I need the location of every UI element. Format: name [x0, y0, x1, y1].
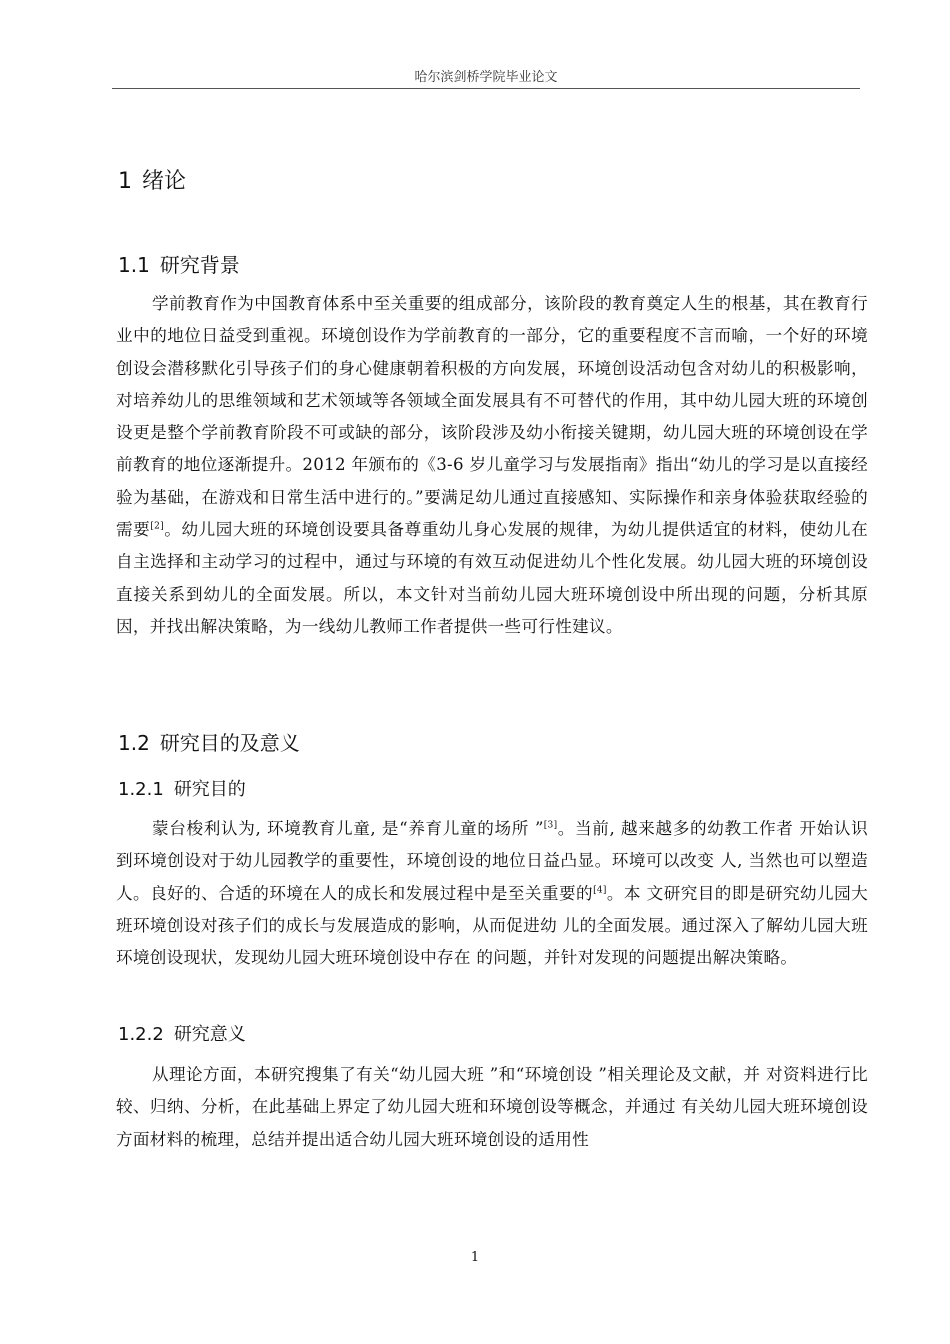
subsection-number: 1.2.1 — [118, 779, 164, 800]
paragraph-text: 蒙台梭利认为, 环境教育儿童, 是“养育儿童的场所 ” — [152, 819, 544, 838]
subsection-heading-1-2-1 — [118, 775, 246, 801]
chapter-title: 绪论 — [142, 169, 187, 194]
paragraph-text: 学前教育作为中国教育体系中至关重要的组成部分，该阶段的教育奠定人生的根基，其在教育行业中的地位日益受到重视。环境创设作为学前教育的一部分，它的重要程度不言而喻，一个好的环境创设会潜移默化引导孩子们的身心健康朝着积极的方向发展，环境创设活动包含对幼儿的积极影响，对培养幼儿的思维领域和艺术领域等各领域全面发展具有不可替代的作用，其中幼儿园大班的环境创设更是整个学前教育阶段不可或缺的部分，该阶段涉及幼小衔接关键期，幼儿园大班的环境创设在学前教育的地位逐渐提升。2012 年颁布的《3-6 岁儿童学习与发展指南》指出“幼儿的学习是以直接经验为基础，在游戏和日常生活中进行的。”要满足幼儿通过直接感知、实际操作和亲身体验获取经验的需要 — [116, 294, 868, 540]
citation: [3] — [543, 820, 558, 831]
paragraph-text: 。幼儿园大班的环境创设要具备尊重幼儿身心发展的规律，为幼儿提供适宜的材料，使幼儿在自主选择和主动学习的过程中，通过与环境的有效互动促进幼儿个性化发展。幼儿园大班的环境创设直接关系到幼儿的全面发展。所以，本文针对当前幼儿园大班环境创设中所出现的问题，分析其原因，并找出解决策略，为一线幼儿教师工作者提供一些可行性建议。 — [116, 520, 868, 636]
chapter-heading — [118, 164, 186, 195]
chapter-number: 1 — [118, 169, 132, 194]
paragraph-research-significance — [116, 1059, 868, 1156]
citation: [2] — [150, 521, 164, 532]
subsection-heading-1-2-2 — [118, 1020, 246, 1046]
paragraph-research-purpose — [116, 813, 868, 974]
page-number: 1 — [470, 1250, 480, 1265]
paragraph-research-background — [116, 288, 868, 643]
paragraph-text: 从理论方面，本研究搜集了有关“幼儿园大班 ”和“环境创设 ”相关理论及文献，并 对资料进行比较、归纳、分析，在此基础上界定了幼儿园大班和环境创设等概念，并通过 有关幼儿园大班环境创设方面材料的梳理，总结并提出适合幼儿园大班环境创设的适用性 — [116, 1065, 868, 1149]
paragraph-text: 。当前, 越来越多的幼教工作者 开始认识到环境创设对于幼儿园教学的重要性，环境创设的地位日益凸显。环境可以改变 人, 当然也可以塑造人。良好的、合适的环境在人的成长和发展过程中是至关重要的 — [116, 819, 868, 903]
subsection-title: 研究目的 — [173, 779, 246, 800]
header-rule — [112, 88, 860, 89]
section-heading-1-2 — [118, 727, 300, 756]
section-heading-1-1 — [118, 249, 240, 278]
citation: [4] — [593, 885, 607, 896]
paragraph-text: 。本 文研究目的即是研究幼儿园大班环境创设对孩子们的成长与发展造成的影响，从而促进幼 儿的全面发展。通过深入了解幼儿园大班环境创设现状，发现幼儿园大班环境创设中存在 的问题，并针对发现的问题提出解决策略。 — [116, 883, 868, 968]
subsection-title: 研究意义 — [173, 1024, 246, 1045]
subsection-number: 1.2.2 — [118, 1024, 164, 1045]
running-header: 哈尔滨剑桥学院毕业论文 — [414, 70, 558, 85]
section-title: 研究背景 — [159, 253, 240, 277]
section-number: 1.2 — [118, 731, 150, 755]
section-number: 1.1 — [118, 253, 150, 277]
section-title: 研究目的及意义 — [159, 731, 300, 755]
